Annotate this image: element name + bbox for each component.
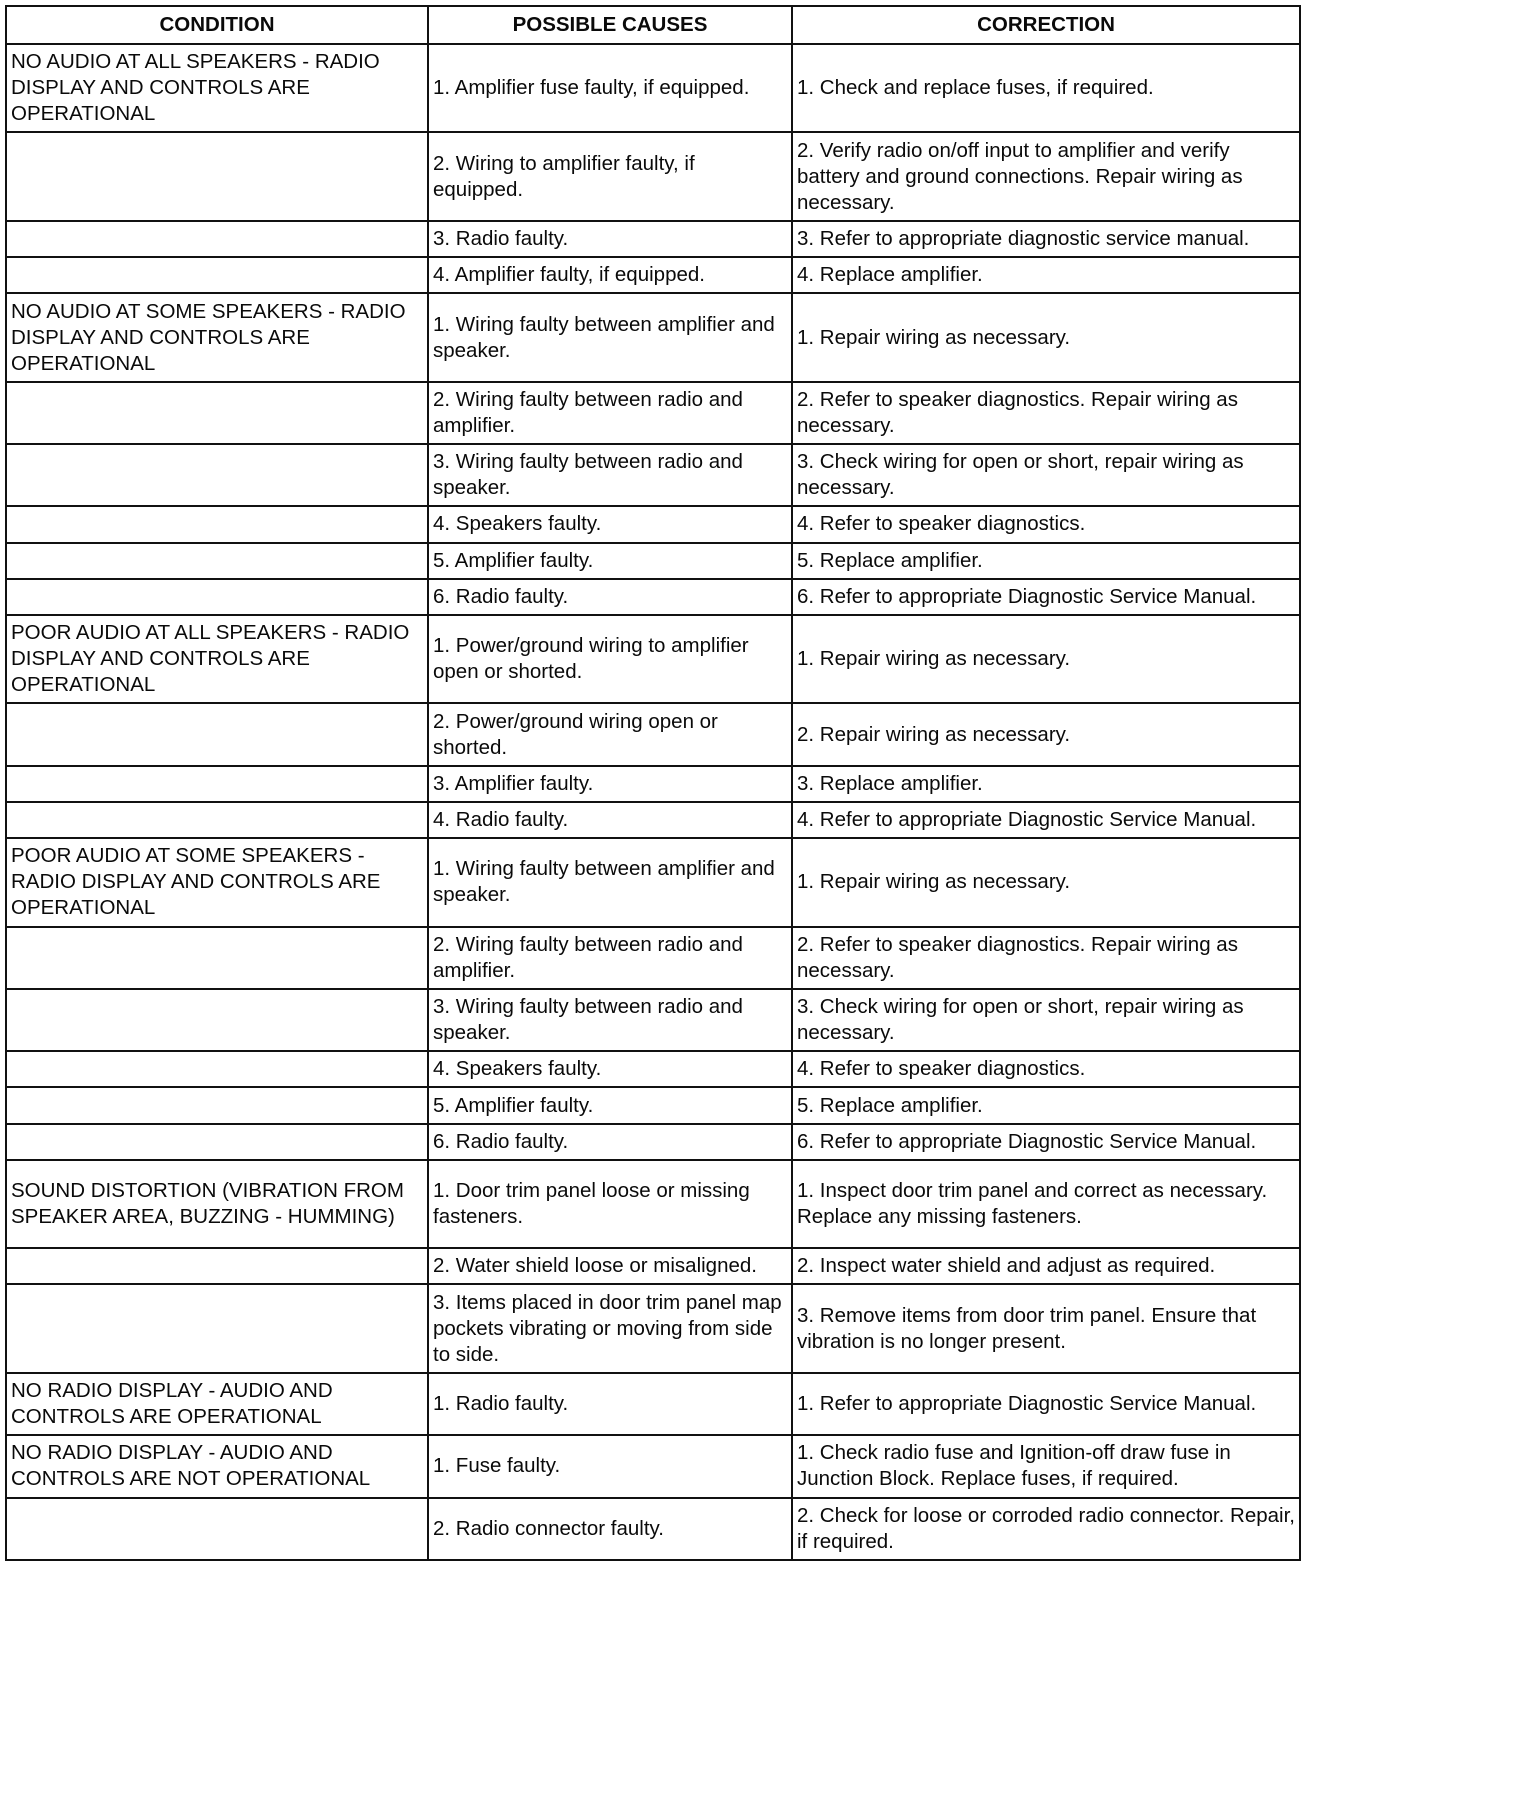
cause-cell: 2. Radio connector faulty. [428,1498,792,1560]
table-row [6,615,1300,703]
table-row [6,44,1300,132]
condition-cell: NO AUDIO AT ALL SPEAKERS - RADIO DISPLAY AND CONTROLS ARE OPERATIONAL [6,44,428,132]
correction-cell: 1. Repair wiring as necessary. [792,615,1300,703]
cause-cell: 1. Wiring faulty between amplifier and speaker. [428,838,792,926]
correction-cell: 4. Refer to appropriate Diagnostic Service Manual. [792,802,1300,838]
correction-cell: 1. Repair wiring as necessary. [792,293,1300,381]
condition-cell: SOUND DISTORTION (VIBRATION FROM SPEAKER AREA, BUZZING - HUMMING) [6,1160,428,1248]
table-row [6,1373,1300,1435]
condition-cell [6,444,428,506]
table-row [6,989,1300,1051]
table-row [6,221,1300,257]
correction-cell: 2. Refer to speaker diagnostics. Repair wiring as necessary. [792,927,1300,989]
table-row [6,1284,1300,1372]
condition-cell [6,382,428,444]
condition-cell [6,221,428,257]
cause-cell: 5. Amplifier faulty. [428,1087,792,1123]
table-row [6,293,1300,381]
cause-cell: 6. Radio faulty. [428,579,792,615]
correction-cell: 3. Remove items from door trim panel. Ensure that vibration is no longer present. [792,1284,1300,1372]
table-row [6,703,1300,765]
condition-cell [6,132,428,220]
table-row [6,766,1300,802]
condition-cell: POOR AUDIO AT SOME SPEAKERS - RADIO DISPLAY AND CONTROLS ARE OPERATIONAL [6,838,428,926]
table-row [6,1087,1300,1123]
condition-cell [6,1051,428,1087]
condition-cell: NO RADIO DISPLAY - AUDIO AND CONTROLS ARE NOT OPERATIONAL [6,1435,428,1497]
cause-cell: 2. Wiring faulty between radio and amplifier. [428,382,792,444]
header-correction: CORRECTION [792,6,1300,44]
cause-cell: 1. Radio faulty. [428,1373,792,1435]
table-row [6,257,1300,293]
table-row [6,382,1300,444]
condition-cell [6,579,428,615]
condition-cell [6,543,428,579]
condition-cell: NO RADIO DISPLAY - AUDIO AND CONTROLS ARE OPERATIONAL [6,1373,428,1435]
cause-cell: 1. Door trim panel loose or missing fasteners. [428,1160,792,1248]
condition-cell [6,1124,428,1160]
diagnosis-table [5,5,1301,1561]
condition-cell [6,1498,428,1560]
cause-cell: 3. Wiring faulty between radio and speaker. [428,989,792,1051]
table-row [6,927,1300,989]
condition-cell [6,1248,428,1284]
condition-cell [6,1087,428,1123]
cause-cell: 3. Wiring faulty between radio and speaker. [428,444,792,506]
condition-cell: POOR AUDIO AT ALL SPEAKERS - RADIO DISPLAY AND CONTROLS ARE OPERATIONAL [6,615,428,703]
cause-cell: 2. Power/ground wiring open or shorted. [428,703,792,765]
header-condition: CONDITION [6,6,428,44]
table-row [6,1124,1300,1160]
correction-cell: 3. Check wiring for open or short, repair wiring as necessary. [792,444,1300,506]
correction-cell: 5. Replace amplifier. [792,1087,1300,1123]
condition-cell [6,989,428,1051]
table-row [6,1160,1300,1248]
table-row [6,579,1300,615]
table-row [6,1051,1300,1087]
condition-cell [6,703,428,765]
correction-cell: 1. Repair wiring as necessary. [792,838,1300,926]
correction-cell: 6. Refer to appropriate Diagnostic Service Manual. [792,579,1300,615]
table-row [6,506,1300,542]
cause-cell: 1. Wiring faulty between amplifier and speaker. [428,293,792,381]
cause-cell: 3. Items placed in door trim panel map pockets vibrating or moving from side to side. [428,1284,792,1372]
table-row [6,802,1300,838]
table-row [6,838,1300,926]
correction-cell: 4. Replace amplifier. [792,257,1300,293]
table-row [6,543,1300,579]
cause-cell: 4. Amplifier faulty, if equipped. [428,257,792,293]
cause-cell: 1. Fuse faulty. [428,1435,792,1497]
cause-cell: 4. Speakers faulty. [428,506,792,542]
correction-cell: 1. Inspect door trim panel and correct as necessary. Replace any missing fasteners. [792,1160,1300,1248]
cause-cell: 3. Amplifier faulty. [428,766,792,802]
condition-cell [6,802,428,838]
table-header-row [6,6,1300,44]
correction-cell: 6. Refer to appropriate Diagnostic Service Manual. [792,1124,1300,1160]
correction-cell: 1. Check radio fuse and Ignition-off draw fuse in Junction Block. Replace fuses, if required. [792,1435,1300,1497]
condition-cell [6,766,428,802]
correction-cell: 1. Check and replace fuses, if required. [792,44,1300,132]
header-possible-causes: POSSIBLE CAUSES [428,6,792,44]
table-row [6,444,1300,506]
cause-cell: 5. Amplifier faulty. [428,543,792,579]
condition-cell: NO AUDIO AT SOME SPEAKERS - RADIO DISPLAY AND CONTROLS ARE OPERATIONAL [6,293,428,381]
table-row [6,132,1300,220]
correction-cell: 3. Replace amplifier. [792,766,1300,802]
condition-cell [6,1284,428,1372]
condition-cell [6,927,428,989]
cause-cell: 3. Radio faulty. [428,221,792,257]
condition-cell [6,506,428,542]
correction-cell: 2. Inspect water shield and adjust as required. [792,1248,1300,1284]
correction-cell: 2. Verify radio on/off input to amplifier and verify battery and ground connections. Repair wiring as necessary. [792,132,1300,220]
correction-cell: 1. Refer to appropriate Diagnostic Service Manual. [792,1373,1300,1435]
correction-cell: 4. Refer to speaker diagnostics. [792,1051,1300,1087]
table-row [6,1435,1300,1497]
correction-cell: 5. Replace amplifier. [792,543,1300,579]
correction-cell: 3. Refer to appropriate diagnostic service manual. [792,221,1300,257]
correction-cell: 4. Refer to speaker diagnostics. [792,506,1300,542]
cause-cell: 4. Radio faulty. [428,802,792,838]
correction-cell: 2. Repair wiring as necessary. [792,703,1300,765]
cause-cell: 1. Power/ground wiring to amplifier open or shorted. [428,615,792,703]
cause-cell: 2. Wiring to amplifier faulty, if equipped. [428,132,792,220]
table-row [6,1248,1300,1284]
correction-cell: 2. Check for loose or corroded radio connector. Repair, if required. [792,1498,1300,1560]
cause-cell: 4. Speakers faulty. [428,1051,792,1087]
cause-cell: 2. Water shield loose or misaligned. [428,1248,792,1284]
cause-cell: 6. Radio faulty. [428,1124,792,1160]
correction-cell: 2. Refer to speaker diagnostics. Repair wiring as necessary. [792,382,1300,444]
cause-cell: 2. Wiring faulty between radio and amplifier. [428,927,792,989]
condition-cell [6,257,428,293]
table-row [6,1498,1300,1560]
cause-cell: 1. Amplifier fuse faulty, if equipped. [428,44,792,132]
correction-cell: 3. Check wiring for open or short, repair wiring as necessary. [792,989,1300,1051]
